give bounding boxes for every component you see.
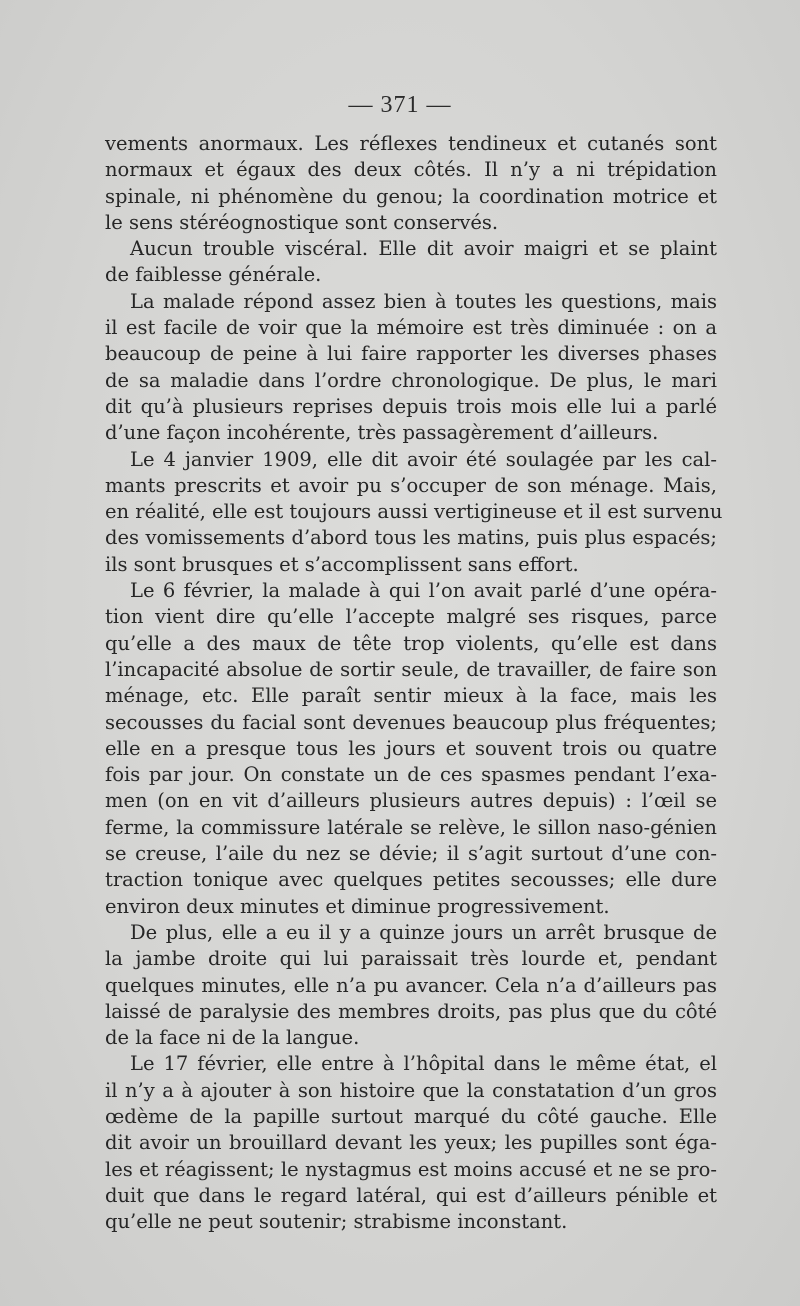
page-number: — 371 — <box>348 92 452 118</box>
text-line: ferme, la commissure latérale se relève, le sillon naso-génien <box>105 815 717 839</box>
text-line: traction tonique avec quelques petites secousses; elle dure <box>105 868 717 892</box>
text-line: duit que dans le regard latéral, qui est d’ailleurs pénible et <box>105 1183 717 1207</box>
text-line: ils sont brusques et s’accomplissent sans effort. <box>105 552 579 576</box>
body-text <box>105 131 723 1235</box>
text-line: le sens stéréognostique sont conservés. <box>105 210 499 234</box>
text-line: de la face ni de la langue. <box>105 1026 360 1050</box>
text-line: se creuse, l’aile du nez se dévie; il s’agit surtout d’une con- <box>105 842 717 866</box>
text-line: fois par jour. On constate un de ces spasmes pendant l’exa- <box>105 763 717 787</box>
text-line: la jambe droite qui lui paraissait très lourde et, pendant <box>105 947 717 971</box>
text-line: elle en a presque tous les jours et souvent trois ou quatre <box>105 736 717 760</box>
text-line: en réalité, elle est toujours aussi vertigineuse et il est survenu <box>105 500 723 524</box>
text-line: qu’elle a des maux de tête trop violents, qu’elle est dans <box>105 631 717 655</box>
text-line: de sa maladie dans l’ordre chronologique. De plus, le mari <box>105 368 717 392</box>
text-line: l’incapacité absolue de sortir seule, de travailler, de faire son <box>105 657 717 681</box>
text-line: qu’elle ne peut soutenir; strabisme inconstant. <box>105 1210 568 1234</box>
text-line: laissé de paralysie des membres droits, pas plus que du côté <box>105 999 717 1023</box>
text-line: ménage, etc. Elle paraît sentir mieux à la face, mais les <box>105 684 717 708</box>
text-line: beaucoup de peine à lui faire rapporter les diverses phases <box>105 342 717 366</box>
text-line: environ deux minutes et diminue progressivement. <box>105 894 610 918</box>
text-line: vements anormaux. Les réflexes tendineux et cutanés sont <box>105 132 717 155</box>
text-line: mants prescrits et avoir pu s’occuper de son ménage. Mais, <box>105 473 717 497</box>
text-line: quelques minutes, elle n’a pu avancer. Cela n’a d’ailleurs pas <box>105 973 717 997</box>
text-line: normaux et égaux des deux côtés. Il n’y a ni trépidation <box>105 158 717 182</box>
text-line: secousses du facial sont devenues beaucoup plus fréquentes; <box>105 710 717 734</box>
text-line: La malade répond assez bien à toutes les questions, mais <box>130 289 717 313</box>
text-line: dit avoir un brouillard devant les yeux; les pupilles sont éga- <box>105 1131 717 1155</box>
text-line: tion vient dire qu’elle l’accepte malgré ses risques, parce <box>105 605 717 629</box>
text-line: Le 4 janvier 1909, elle dit avoir été soulagée par les cal- <box>130 447 717 471</box>
text-line: d’une façon incohérente, très passagèrement d’ailleurs. <box>105 421 659 445</box>
text-line: spinale, ni phénomène du genou; la coordination motrice et <box>105 184 717 208</box>
text-line: il est facile de voir que la mémoire est très diminuée : on a <box>105 316 717 340</box>
text-line: de faiblesse générale. <box>105 263 322 287</box>
text-line: œdème de la papille surtout marqué du côté gauche. Elle <box>105 1104 717 1128</box>
text-line: De plus, elle a eu il y a quinze jours un arrêt brusque de <box>130 920 717 944</box>
text-line: men (on en vit d’ailleurs plusieurs autres depuis) : l’œil se <box>105 789 717 813</box>
text-line: les et réagissent; le nystagmus est moins accusé et ne se pro- <box>105 1157 717 1181</box>
text-line: il n’y a à ajouter à son histoire que la constatation d’un gros <box>105 1078 717 1102</box>
text-line: Le 6 février, la malade à qui l’on avait parlé d’une opéra- <box>130 579 717 603</box>
text-line: dit qu’à plusieurs reprises depuis trois mois elle lui a parlé <box>105 394 717 418</box>
text-line: Le 17 février, elle entre à l’hôpital dans le même état, el <box>130 1052 717 1076</box>
text-line: Aucun trouble viscéral. Elle dit avoir maigri et se plaint <box>130 237 717 261</box>
text-line: des vomissements d’abord tous les matins, puis plus espacés; <box>105 526 717 550</box>
